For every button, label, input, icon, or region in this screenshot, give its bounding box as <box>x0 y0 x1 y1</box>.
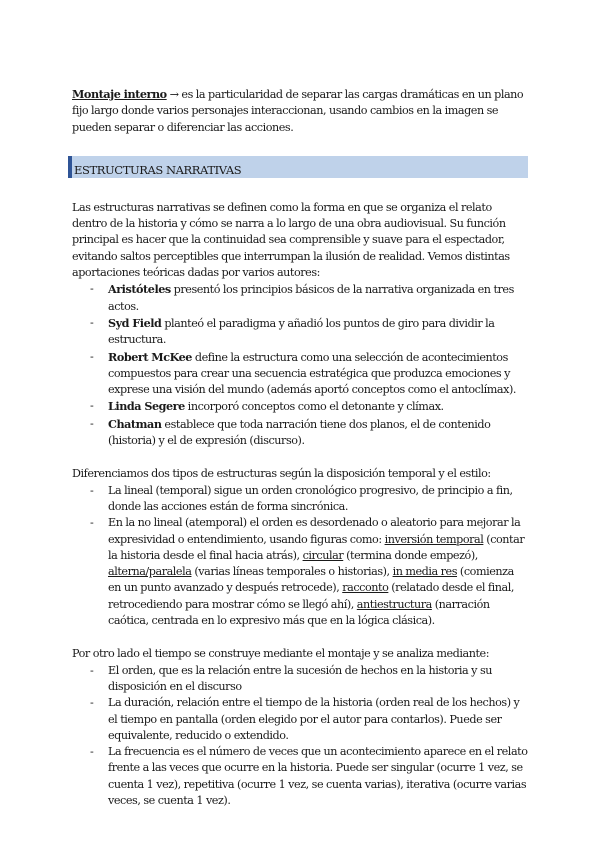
list-item <box>72 349 528 399</box>
figure-term: in media res <box>392 565 458 579</box>
figure-term: antiestructura <box>356 597 432 611</box>
author-text: planteó el paradigma y añadió los puntos de giro para dividir la estructura. <box>108 316 495 347</box>
author-text: establece que toda narración tiene dos planos, el de contenido (historia) y el de expresión (discurso). <box>108 417 491 448</box>
list-item <box>72 515 528 629</box>
text-run: (relatado desde el final, retrocediendo para mostrar cómo se llegó ahí), <box>108 581 514 611</box>
author-name: Chatman <box>108 416 162 431</box>
heading-text: ESTRUCTURAS NARRATIVAS <box>74 162 242 177</box>
structures-paragraph: Las estructuras narrativas se definen como la forma en que se organiza el relato dentro de la historia y cómo se narra a lo largo de una obra audiovisual. Su función principal es hacer que la continuidad sea comprensible y suave para el espectador, evitando saltos perceptibles que interrumpan la ilusión de realidad. Vemos distintas aportaciones teóricas dadas por varios autores: <box>72 200 510 280</box>
section-heading <box>68 156 528 178</box>
narrative-structures-block <box>72 200 528 449</box>
document-page <box>72 86 528 826</box>
time-list <box>72 663 528 810</box>
list-item: - La frecuencia es el número de veces que un acontecimiento aparece en el relato frente a las veces que ocurre en la historia. Puede ser singular (ocurre 1 vez, se cuenta 1 vez), repetitiva (ocurre 1 vez, se cuenta varias), iterativa (ocurre varias veces, se cuenta 1 vez). <box>72 744 528 809</box>
author-name: Robert McKee <box>108 349 192 364</box>
list-item <box>72 281 528 315</box>
author-text: presentó los principios básicos de la narrativa organizada en tres actos. <box>108 283 514 313</box>
arrow-symbol: → <box>166 88 182 101</box>
list-item: - El orden, que es la relación entre la sucesión de hechos en la historia y su disposición en el discurso <box>72 663 528 696</box>
author-name: Syd Field <box>108 315 162 330</box>
intro-text: es la particularidad de separar las cargas dramáticas en un plano fijo largo donde varios personajes interaccionan, usando cambios en la imagen se pueden separar o diferenciar las acciones. <box>72 88 524 134</box>
structure-types-block <box>72 466 528 629</box>
list-item: - La lineal (temporal) sigue un orden cronológico progresivo, de principio a fin, donde las acciones están de forma sincrónica. <box>72 483 528 516</box>
types-paragraph: Diferenciamos dos tipos de estructuras según la disposición temporal y el estilo: <box>72 467 491 481</box>
figure-term: inversión temporal <box>384 532 484 546</box>
author-text: define la estructura como una selección de acontecimientos compuestos para crear una secuencia estratégica que produzca emociones y exprese una visión del mundo (además aportó conceptos como el antoclímax). <box>108 350 516 397</box>
text-run: (termina donde empezó), <box>343 548 478 562</box>
figure-term: racconto <box>342 581 389 595</box>
list-item <box>72 416 528 450</box>
text-run: (varias líneas temporales o historias), <box>191 565 393 579</box>
intro-paragraph <box>72 86 528 136</box>
intro-term: Montaje interno <box>72 87 167 101</box>
author-name: Linda Segere <box>108 399 185 414</box>
text-run: (contar la historia desde el final hacia atrás), <box>108 532 525 562</box>
text-run: (comienza en un punto avanzado y después retrocede), <box>108 565 514 595</box>
types-list <box>72 483 528 630</box>
time-paragraph: Por otro lado el tiempo se construye mediante el montaje y se analiza mediante: <box>72 647 490 661</box>
time-analysis-block <box>72 646 528 809</box>
text-run: En la no lineal (atemporal) el orden es desordenado o aleatorio para mejorar la expresividad o entendimiento, usando figuras como: <box>108 516 521 546</box>
list-item: - La duración, relación entre el tiempo de la historia (orden real de los hechos) y el tiempo en pantalla (orden elegido por el autor para contarlos). Puede ser equivalente, reducido o extendido. <box>72 695 528 744</box>
figure-term: circular <box>302 548 344 562</box>
list-item <box>72 315 528 349</box>
author-text: incorporó conceptos como el detonante y clímax. <box>184 400 444 414</box>
list-item <box>72 398 528 415</box>
authors-list <box>72 281 528 449</box>
text-run: (narración caótica, centrada en lo expresivo más que en la lógica clásica). <box>108 597 490 628</box>
author-name: Aristóteles <box>108 282 171 297</box>
figure-term: alterna/paralela <box>108 565 192 579</box>
